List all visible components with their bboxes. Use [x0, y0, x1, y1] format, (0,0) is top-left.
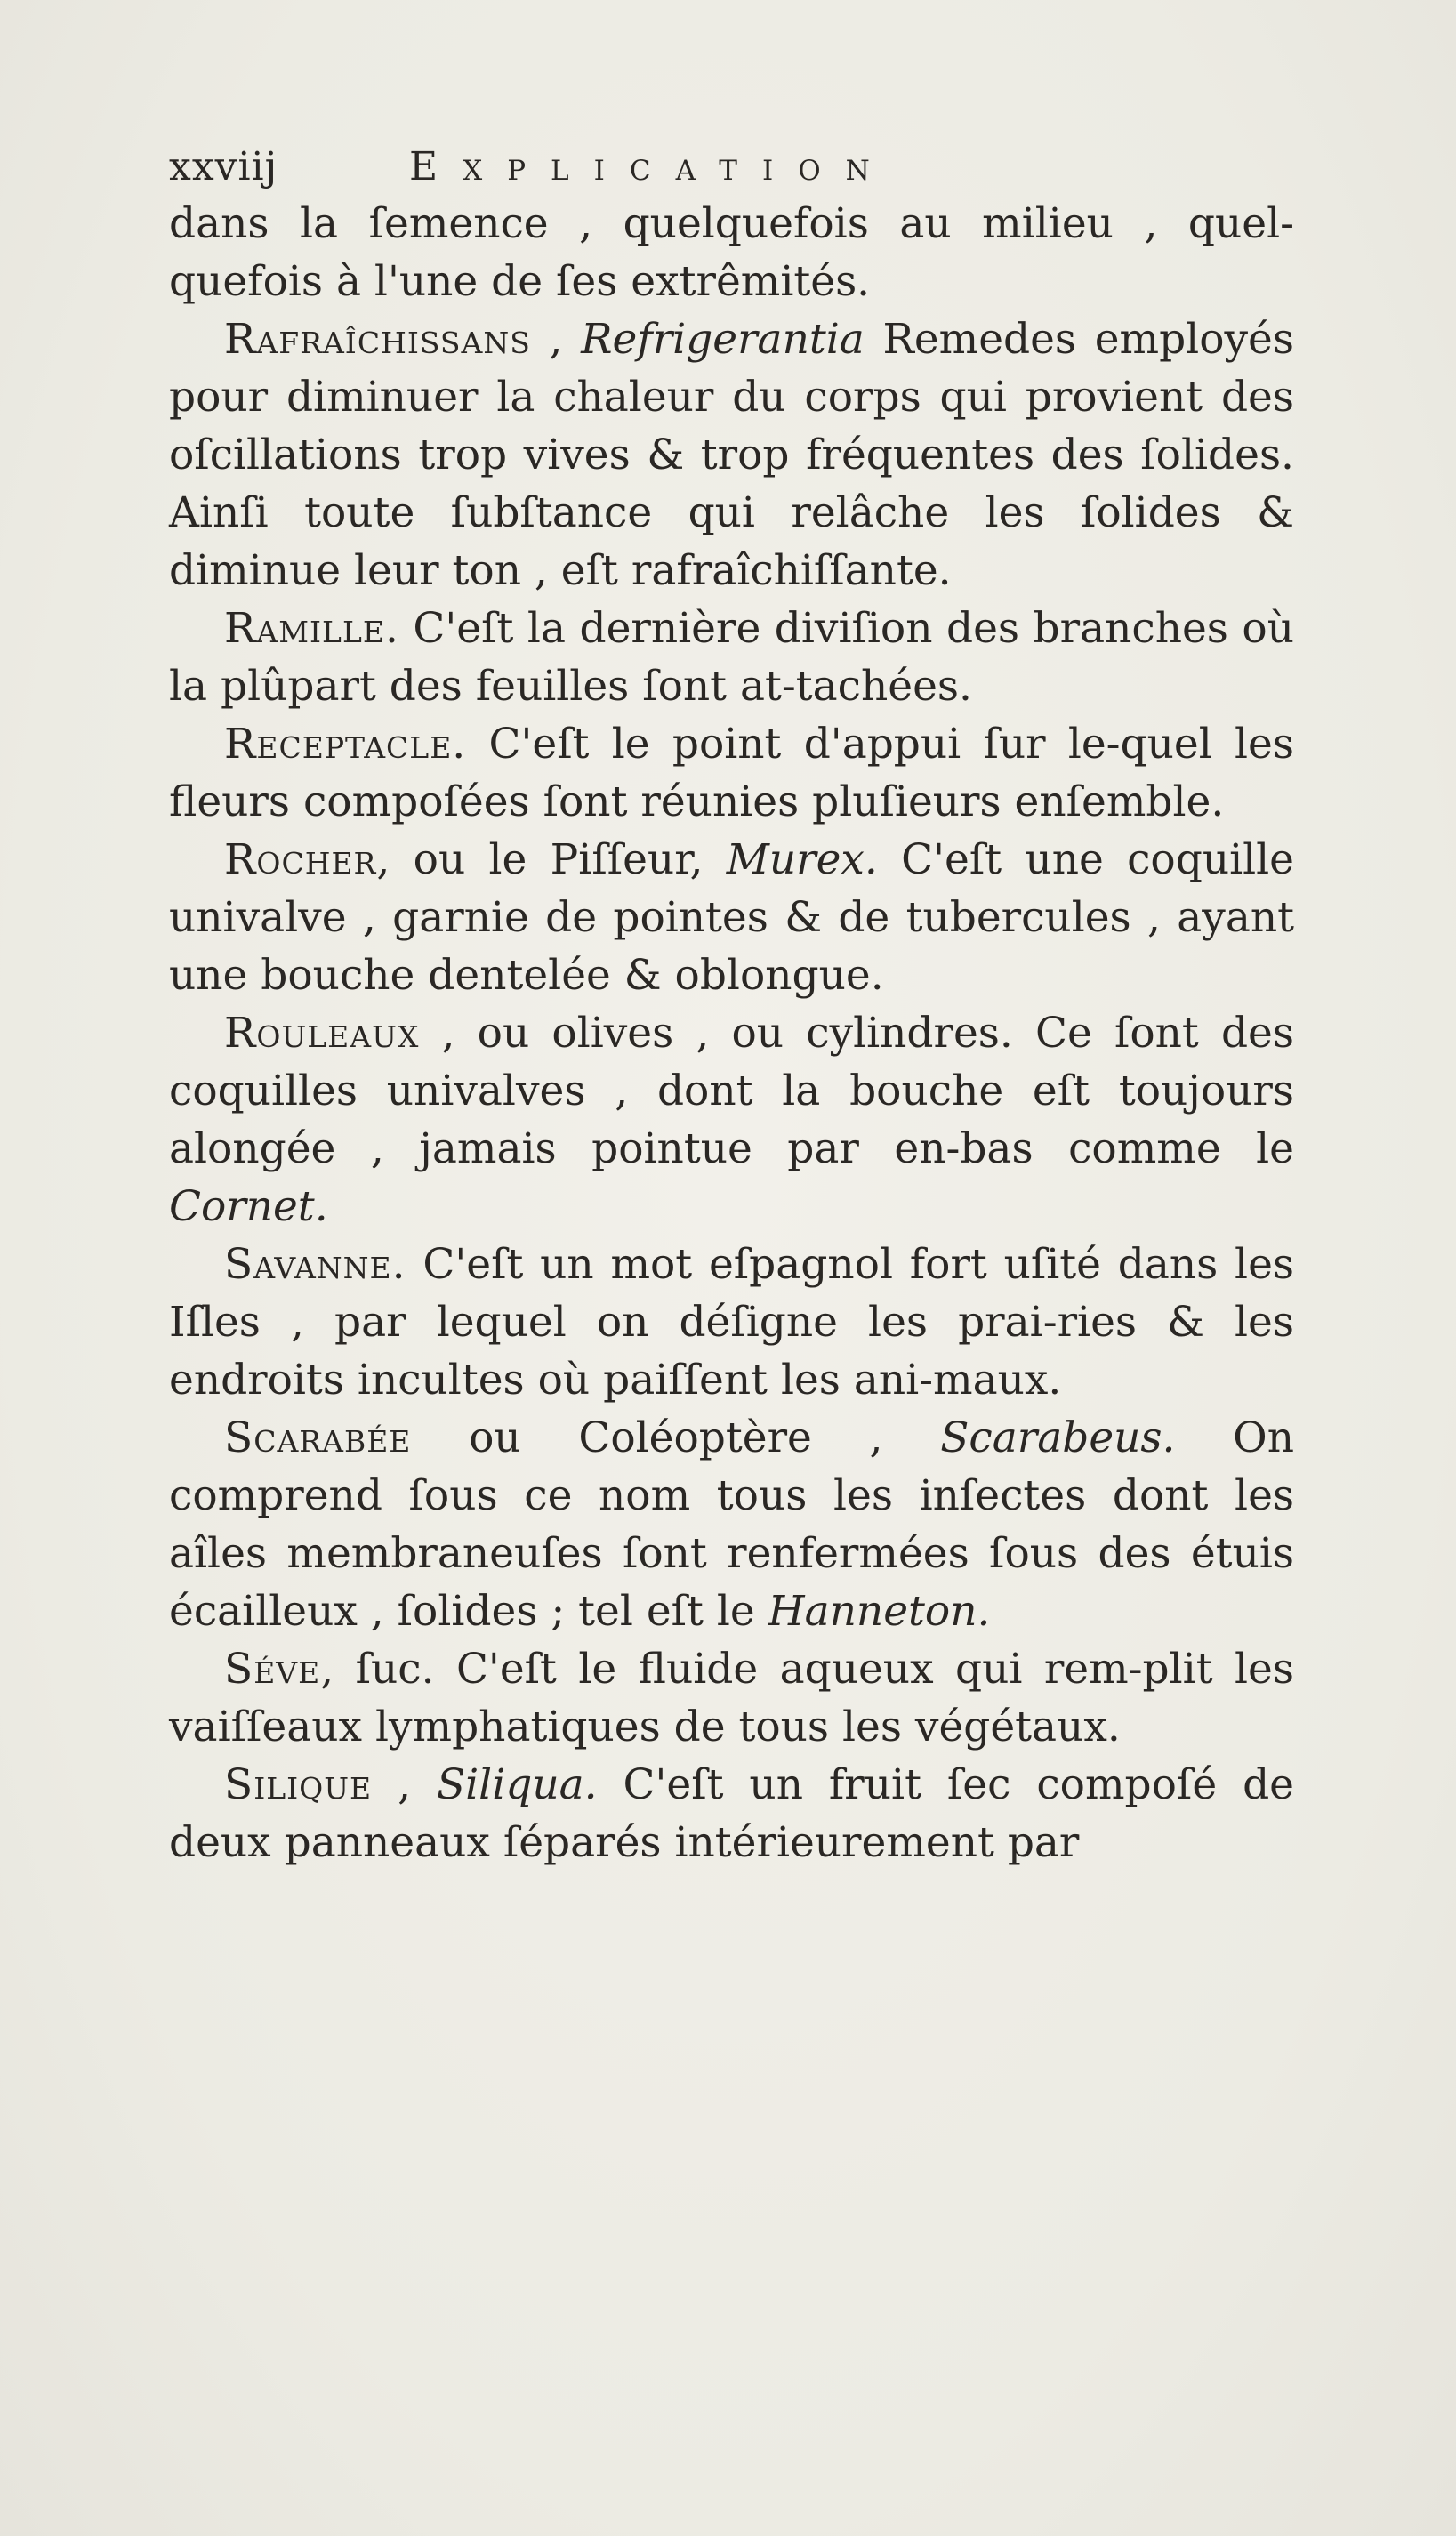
- page-text-block: [169, 138, 1294, 1872]
- entry-latin-name: Siliqua.: [436, 1760, 598, 1809]
- entry-ramille: [169, 600, 1294, 715]
- entry-continuation: [169, 195, 1294, 310]
- entry-separator: ou Coléoptère ,: [411, 1413, 941, 1462]
- entry-definition: C'eſt un mot eſpagnol fort uſité dans les Iſles , par lequel on déſigne les prai-ries & les endroits incultes où paiſſent les ani-maux.: [169, 1240, 1294, 1405]
- entry-savanne: [169, 1236, 1294, 1409]
- entry-term: Rouleaux: [224, 1009, 420, 1058]
- entry-separator: ,: [372, 1760, 437, 1809]
- entry-rocher: [169, 831, 1294, 1004]
- entry-definition: C'eſt une coquille univalve , garnie de pointes & de tubercules , ayant une bouche dentelée & oblongue.: [169, 835, 1294, 1000]
- entry-definition: C'eſt le point d'appui ſur le-quel les fleurs compoſées ſont réunies pluſieurs enſemble.: [169, 720, 1294, 826]
- entry-definition: , ou olives , ou cylindres. Ce ſont des coquilles univalves , dont la bouche eſt toujours alongée , jamais pointue par en-bas comme le: [169, 1009, 1294, 1173]
- entry-definition: C'eſt la dernière diviſion des branches où la plûpart des feuilles ſont at-tachées.: [169, 604, 1294, 711]
- entry-definition: , ſuc. C'eſt le fluide aqueux qui rem-plit les vaiſſeaux lymphatiques de tous les végétaux.: [169, 1645, 1294, 1751]
- entry-italic-reference: Cornet.: [169, 1182, 328, 1231]
- entry-definition: On comprend ſous ce nom tous les inſectes dont les aîles membraneuſes ſont renfermées ſous des étuis écailleux , ſolides ; tel eſt le: [169, 1413, 1294, 1636]
- entry-italic-reference: Hanneton.: [768, 1587, 991, 1636]
- page-number: xxviij: [169, 144, 278, 189]
- entry-term: Rocher: [224, 835, 377, 884]
- entry-term: Séve: [224, 1645, 321, 1694]
- running-title: Explication: [409, 144, 895, 189]
- entry-receptacle: [169, 715, 1294, 831]
- entry-definition: C'eſt un fruit ſec compoſé de deux panneaux ſéparés intérieurement par: [169, 1760, 1294, 1867]
- entry-rafraichissans: [169, 310, 1294, 600]
- entry-seve: [169, 1640, 1294, 1756]
- entry-text: dans la ſemence , quelquefois au milieu , quel-quefois à l'une de ſes extrêmités.: [169, 199, 1294, 306]
- entry-term: Receptacle.: [224, 720, 467, 769]
- entry-term: Ramille.: [224, 604, 399, 653]
- entry-latin-name: Scarabeus.: [940, 1413, 1176, 1462]
- entry-latin-name: Refrigerantia: [581, 315, 865, 364]
- page-header: [169, 138, 1294, 198]
- entry-rouleaux: [169, 1004, 1294, 1236]
- entry-separator: , ou le Piſſeur,: [376, 835, 727, 884]
- entry-definition: Remedes employés pour diminuer la chaleur du corps qui provient des oſcillations trop vives & trop fréquentes des ſolides. Ainſi toute ſubſtance qui relâche les ſolides & diminue leur ton , eſt rafraîchiſſante.: [169, 315, 1294, 595]
- entry-separator: ,: [530, 315, 582, 364]
- entry-latin-name: Murex.: [726, 835, 878, 884]
- entry-term: Savanne.: [224, 1240, 406, 1289]
- entry-term: Rafraîchissans: [224, 315, 531, 364]
- entry-term: Silique: [224, 1760, 373, 1809]
- entry-silique: [169, 1756, 1294, 1872]
- entry-scarabee: [169, 1409, 1294, 1640]
- entry-term: Scarabée: [224, 1413, 412, 1462]
